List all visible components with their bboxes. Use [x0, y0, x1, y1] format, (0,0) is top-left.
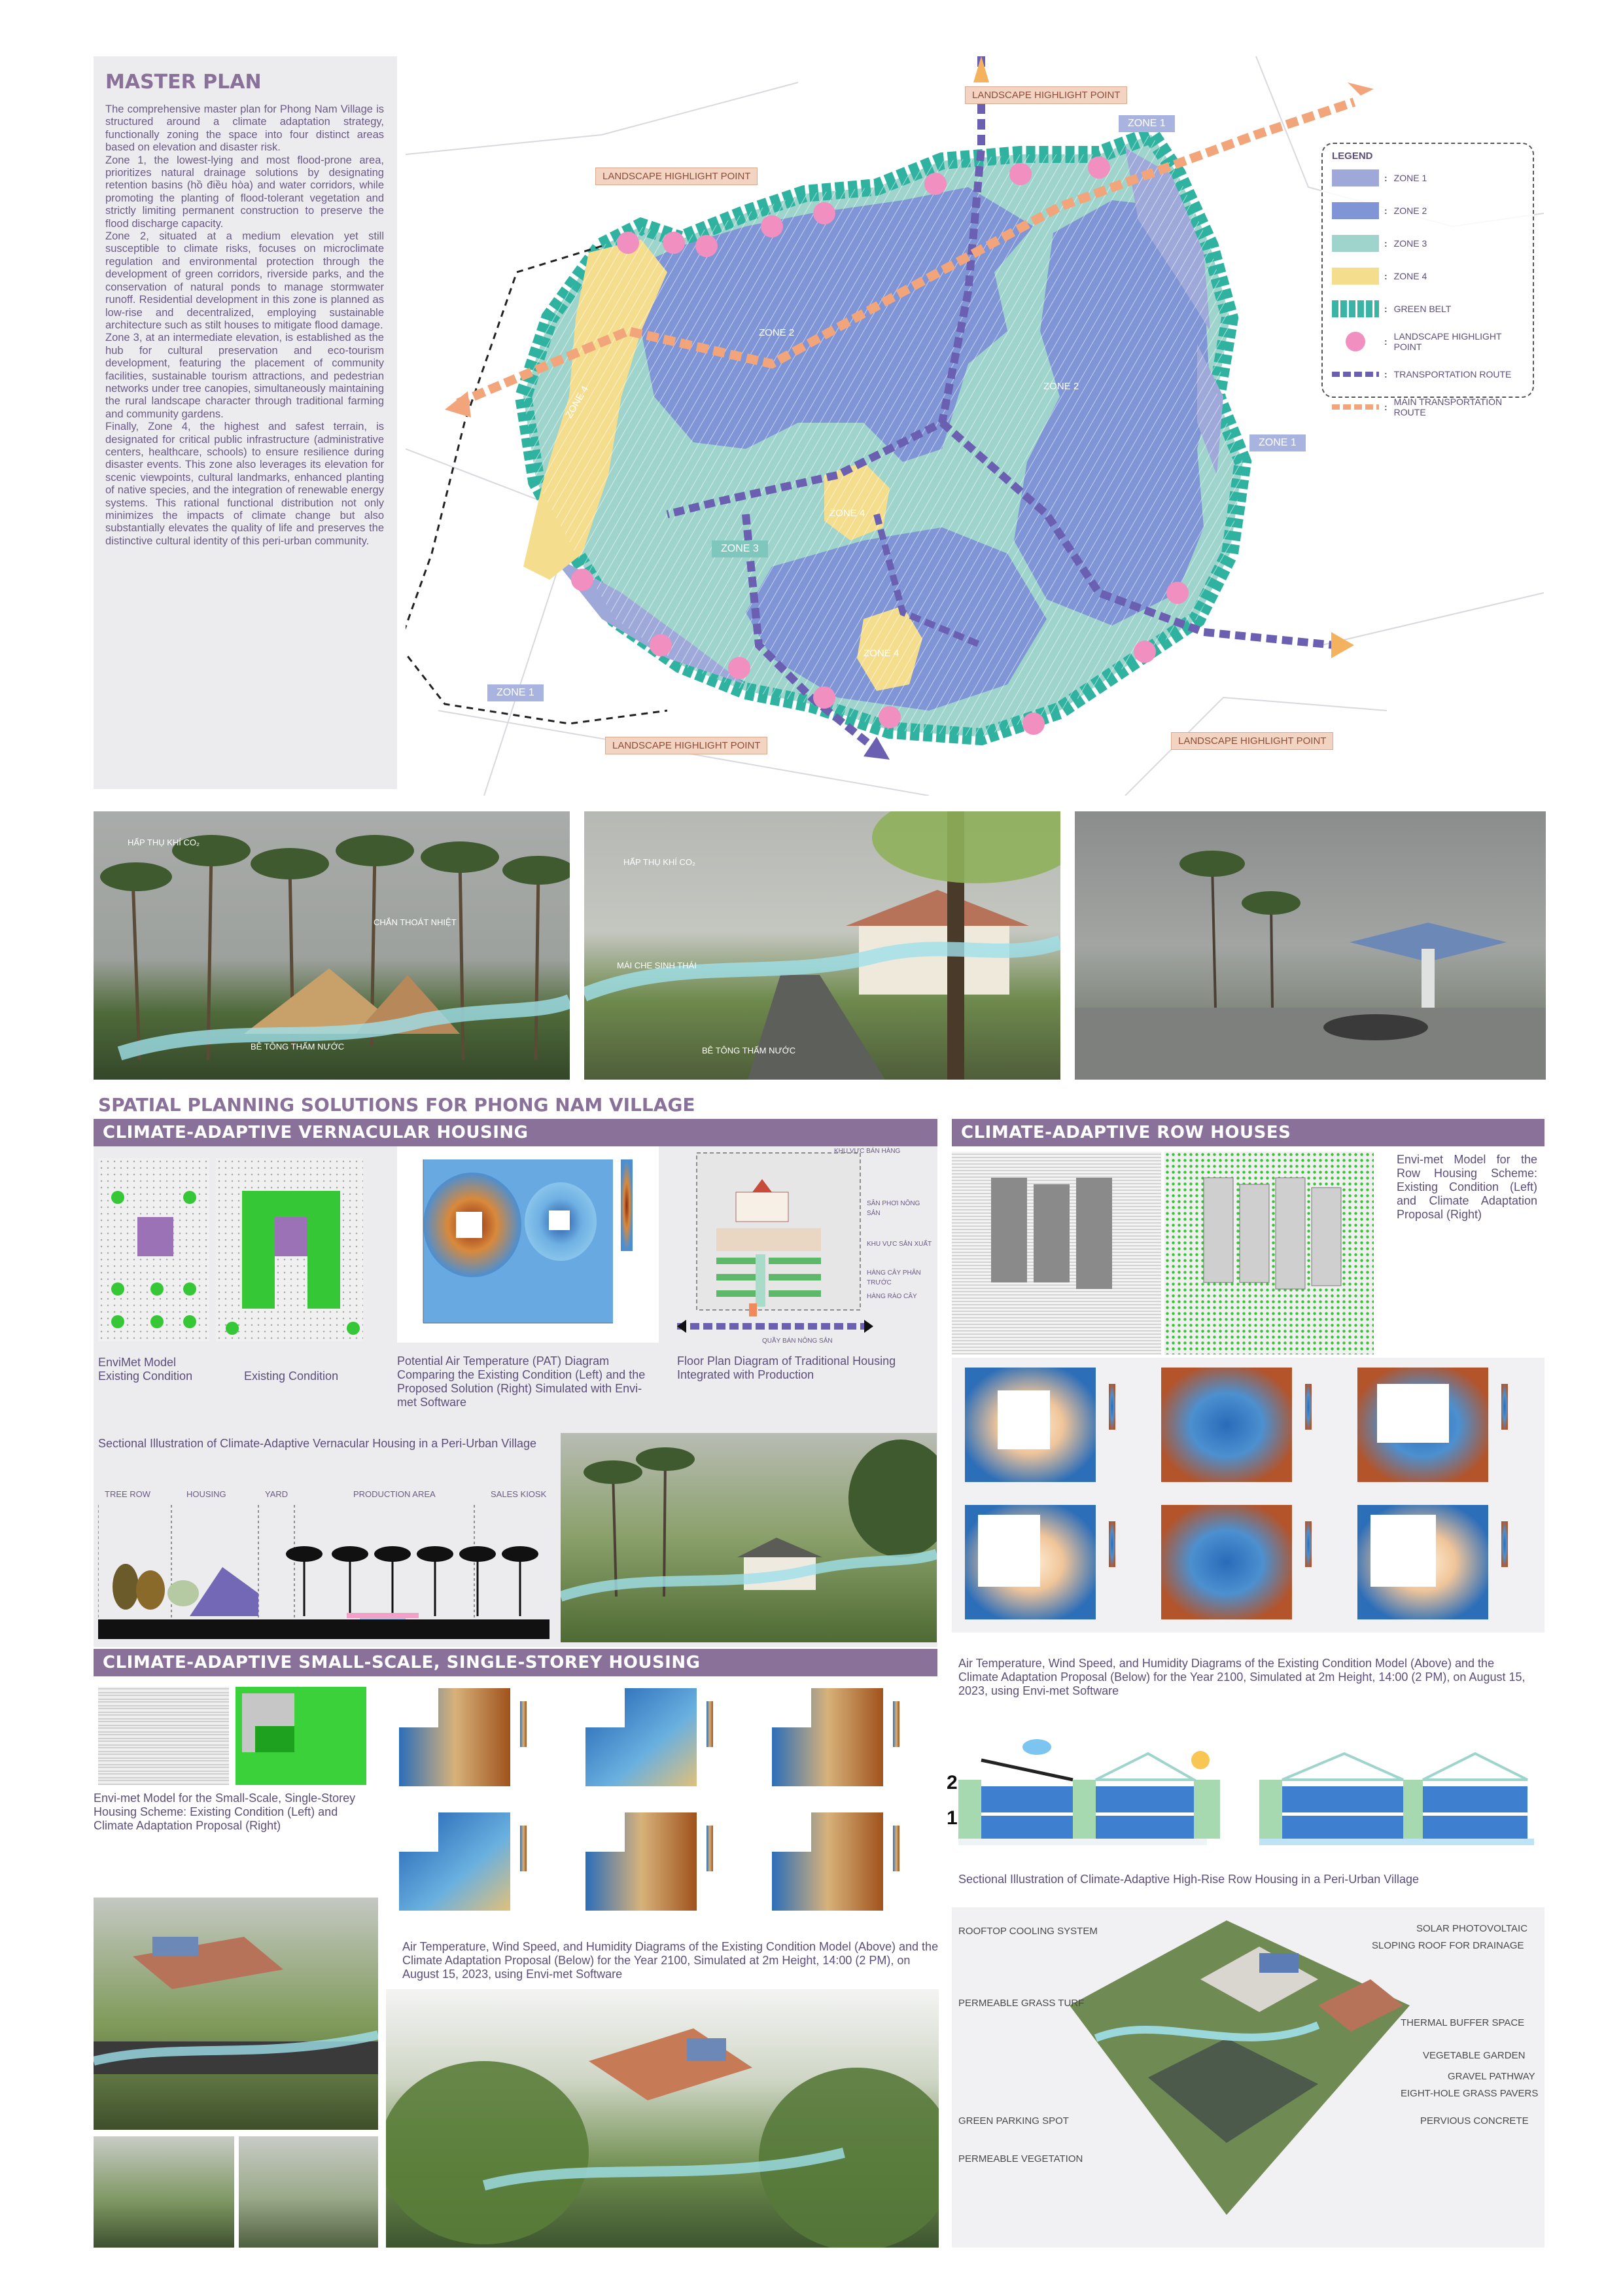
envimet-single-proposed	[236, 1687, 366, 1785]
axon-label: THERMAL BUFFER SPACE	[1401, 2017, 1525, 2028]
landscape-tag: LANDSCAPE HIGHLIGHT POINT	[1171, 732, 1333, 750]
axon-label: GRAVEL PATHWAY	[1448, 2071, 1535, 2082]
landscape-tag: LANDSCAPE HIGHLIGHT POINT	[605, 737, 767, 754]
legend-row: : ZONE 4	[1332, 260, 1524, 292]
floor-plan-diagram	[677, 1146, 932, 1349]
envimet-model-existing	[98, 1158, 209, 1341]
caption-single-model: Envi-met Model for the Small-Scale, Single-Storey Housing Scheme: Existing Condition (Left) and Climate Adaptation Proposal (Right)	[94, 1792, 356, 1832]
section-label: YARD	[265, 1489, 288, 1499]
render-label: HẤP THỤ KHÍ CO₂	[623, 857, 696, 867]
zone-label: ZONE 2	[1043, 381, 1079, 392]
render-single-thumb-right	[239, 2136, 378, 2248]
caption-existing-condition: Existing Condition	[244, 1369, 339, 1383]
legend-label: GREEN BELT	[1393, 304, 1452, 314]
legend-swatch	[1332, 235, 1379, 252]
floor-label: HÀNG RÀO CÂY	[867, 1293, 917, 1300]
envimet-single-proposed-svg	[236, 1687, 366, 1785]
legend-label: TRANSPORTATION ROUTE	[1393, 369, 1512, 380]
master-plan-text-panel	[94, 56, 397, 789]
axon-label: VEGETABLE GARDEN	[1423, 2050, 1526, 2061]
zone-label: ZONE 2	[759, 327, 795, 338]
legend-swatch	[1332, 268, 1379, 285]
legend-label: ZONE 1	[1393, 173, 1427, 183]
axon-label: SOLAR PHOTOVOLTAIC	[1416, 1923, 1528, 1934]
vernacular-section-svg	[98, 1485, 550, 1642]
envimet-model-proposed-svg	[216, 1158, 363, 1341]
render-solar-station	[1075, 811, 1546, 1080]
render-vernacular-garden-svg	[561, 1433, 937, 1642]
legend-swatch	[1332, 333, 1379, 350]
axon-label: PERMEABLE VEGETATION	[958, 2153, 1083, 2164]
section-label: HOUSING	[186, 1489, 226, 1499]
render-label: HẤP THỤ KHÍ CO₂	[128, 838, 200, 847]
envimet-row-existing	[952, 1152, 1161, 1354]
section-label: PRODUCTION AREA	[353, 1489, 436, 1499]
caption-row-model: Envi-met Model for the Row Housing Scheme: Existing Condition (Left) and Climate Adaptation Proposal (Right)	[1397, 1153, 1537, 1221]
render-label: BÊ TÔNG THẤM NƯỚC	[702, 1046, 796, 1055]
zone-label: ZONE 4	[829, 508, 865, 519]
render-solar-station-svg	[1075, 811, 1546, 1080]
render-palm-pavilion-svg	[94, 811, 570, 1080]
row-heatmaps-svg	[952, 1358, 1544, 1633]
section-heading-row-houses: CLIMATE-ADAPTIVE ROW HOUSES	[952, 1119, 1544, 1146]
master-plan-paragraph: Zone 3, at an intermediate elevation, is established as the hub for cultural preservation and eco-tourism development, featuring the placement of community facilities, sustainable tourism attractions, and pedestrian networks under tree canopies, simultaneously maintaining the rural landscape character through traditional farming and community gardens.	[105, 332, 384, 420]
caption-single-diagrams: Air Temperature, Wind Speed, and Humidity Diagrams of the Existing Condition Model (Above) and the Climate Adaptation Proposal (Below) for the Year 2100, Simulated at 2m Height, 14:00 (2 PM), on August 15, 2023, using Envi-met Software	[402, 1940, 939, 1981]
legend-row: : MAIN TRANSPORTATION ROUTE	[1332, 391, 1524, 423]
map-legend	[1321, 143, 1534, 417]
render-single-thumb-left	[94, 2136, 234, 2248]
legend-row: : ZONE 1	[1332, 162, 1524, 194]
render-vernacular-garden	[561, 1433, 937, 1642]
axon-label: ROOFTOP COOLING SYSTEM	[958, 1926, 1098, 1937]
render-label: BÊ TÔNG THẤM NƯỚC	[251, 1042, 345, 1051]
caption-pat: Potential Air Temperature (PAT) Diagram Comparing the Existing Condition (Left) and the Proposed Solution (Right) Simulated with Envi-met Software	[397, 1354, 646, 1409]
caption-envimet-existing: EnviMet Model Existing Condition	[98, 1356, 193, 1383]
floor-label: QUẦY BÁN NÔNG SẢN	[762, 1337, 833, 1345]
envimet-model-existing-svg	[98, 1158, 209, 1341]
caption-row-diagrams: Air Temperature, Wind Speed, and Humidity Diagrams of the Existing Condition Model (Above) and the Climate Adaptation Proposal (Below) for the Year 2100, Simulated at 2m Height, 14:00 (2 PM), on August 15, 2023, using Envi-met Software	[958, 1657, 1526, 1697]
pat-diagram-svg	[397, 1146, 659, 1343]
render-label: CHẮN THOÁT NHIỆT	[374, 917, 457, 927]
axon-label: GREEN PARKING SPOT	[958, 2115, 1069, 2127]
section-label: SALES KIOSK	[491, 1489, 547, 1499]
caption-floor-plan: Floor Plan Diagram of Traditional Housing Integrated with Production	[677, 1354, 896, 1381]
master-plan-title: MASTER PLAN	[105, 71, 262, 94]
row-axon-panel	[952, 1907, 1544, 2248]
single-heatmaps-svg	[386, 1682, 939, 1924]
section-label: TREE ROW	[105, 1489, 151, 1499]
section-heading-single-storey: CLIMATE-ADAPTIVE SMALL-SCALE, SINGLE-STOREY HOUSING	[94, 1649, 937, 1676]
floor-label: KHU VỰC SẢN XUẤT	[867, 1241, 932, 1248]
legend-row: : TRANSPORTATION ROUTE	[1332, 358, 1524, 391]
pat-diagram	[397, 1146, 659, 1343]
envimet-row-proposed-svg	[1164, 1152, 1374, 1354]
floor-label: HÀNG CÂY PHÂN TRƯỚC	[867, 1269, 921, 1286]
master-plan-body	[105, 103, 384, 548]
axon-label: PERMEABLE GRASS TURF	[958, 1998, 1085, 2009]
master-plan-paragraph: Zone 2, situated at a medium elevation yet still susceptible to climate risks, focuses on microclimate regulation and environmental protection through the development of green corridors, riverside parks, and the conservation of natural ponds to manage stormwater runoff. Residential development in this zone is planned as low-rise and decentralized, employing sustainable architecture such as stilt houses to mitigate flood damage.	[105, 230, 384, 331]
spatial-title: SPATIAL PLANNING SOLUTIONS FOR PHONG NAM VILLAGE	[98, 1094, 695, 1116]
master-plan-paragraph: The comprehensive master plan for Phong Nam Village is structured around a climate adaptation strategy, functionally zoning the space into four distinct areas based on elevation and disaster risk.	[105, 103, 384, 154]
legend-swatch	[1332, 202, 1379, 219]
row-section-floor-label: 1	[947, 1807, 958, 1829]
master-plan-paragraph: Finally, Zone 4, the highest and safest terrain, is designated for critical public infrastructure (administrative centers, healthcare, schools) to ensure resilience during disaster events. This zone also leverages its elevation for scenic viewpoints, cultural landmarks, enhanced planting of native species, and the integration of renewable energy systems. This rational functional distribution not only minimizes the impacts of climate change but also substantially elevates the quality of life and preserves the distinctive cultural identity of this peri-urban community.	[105, 421, 384, 547]
section-heading-vernacular: CLIMATE-ADAPTIVE VERNACULAR HOUSING	[94, 1119, 937, 1146]
legend-label: ZONE 2	[1393, 205, 1427, 216]
render-label: MÁI CHE SINH THÁI	[617, 961, 697, 970]
render-palm-pavilion	[94, 811, 570, 1080]
legend-label: ZONE 3	[1393, 238, 1427, 249]
legend-label: ZONE 4	[1393, 271, 1427, 281]
row-section-diagram	[947, 1701, 1544, 1858]
master-plan-map	[406, 56, 1544, 796]
render-single-aerial	[386, 1989, 939, 2248]
floor-label: KHU VỰC BÁN HÀNG	[834, 1148, 901, 1155]
render-village-lane	[584, 811, 1060, 1080]
single-heatmaps	[386, 1682, 939, 1924]
landscape-tag: LANDSCAPE HIGHLIGHT POINT	[965, 86, 1127, 104]
floor-label: SÂN PHƠI NÔNG SẢN	[867, 1200, 920, 1217]
zone-label: ZONE 4	[563, 383, 591, 421]
envimet-model-proposed	[216, 1158, 363, 1341]
legend-label: LANDSCAPE HIGHLIGHT POINT	[1393, 331, 1502, 352]
legend-swatch	[1332, 372, 1379, 377]
render-single-aerial-svg	[386, 1989, 939, 2248]
zone-tag: ZONE 1	[487, 684, 544, 701]
legend-swatch	[1332, 300, 1379, 317]
envimet-row-existing-svg	[952, 1152, 1161, 1354]
legend-row: : ZONE 3	[1332, 227, 1524, 260]
envimet-row-proposed	[1164, 1152, 1374, 1354]
zone-tag: ZONE 1	[1119, 115, 1175, 132]
envimet-single-existing	[98, 1687, 229, 1785]
legend-row: : ZONE 2	[1332, 194, 1524, 227]
zone-label: ZONE 4	[864, 648, 899, 659]
render-single-rooftop	[94, 1898, 378, 2130]
render-single-rooftop-svg	[94, 1898, 378, 2130]
legend-row: : LANDSCAPE HIGHLIGHT POINT	[1332, 325, 1524, 358]
legend-swatch	[1332, 404, 1379, 410]
axon-label: EIGHT-HOLE GRASS PAVERS	[1401, 2088, 1539, 2099]
axon-label: SLOPING ROOF FOR DRAINAGE	[1372, 1940, 1524, 1951]
legend-label: MAIN TRANSPORTATION ROUTE	[1393, 397, 1503, 417]
row-section-svg	[952, 1701, 1544, 1858]
caption-row-section: Sectional Illustration of Climate-Adaptive High-Rise Row Housing in a Peri-Urban Village	[958, 1873, 1419, 1886]
row-section-floor-label: 2	[947, 1772, 958, 1793]
landscape-tag: LANDSCAPE HIGHLIGHT POINT	[595, 168, 758, 185]
render-village-lane-svg	[584, 811, 1060, 1080]
zone-tag: ZONE 1	[1249, 434, 1306, 451]
zone-tag: ZONE 3	[712, 540, 768, 557]
legend-swatch	[1332, 169, 1379, 186]
legend-row: : GREEN BELT	[1332, 292, 1524, 325]
legend-title: LEGEND	[1332, 150, 1373, 162]
vernacular-section-diagram	[98, 1485, 550, 1642]
vernacular-section-title: Sectional Illustration of Climate-Adaptive Vernacular Housing in a Peri-Urban Village	[98, 1437, 537, 1450]
master-plan-paragraph: Zone 1, the lowest-lying and most flood-prone area, prioritizes natural drainage solutions by designating retention basins (hồ điều hòa) and water corridors, while promoting the planting of flood-tolerant vegetation and strictly limiting permanent construction to preserve the flood discharge capacity.	[105, 154, 384, 230]
row-heatmap-panel	[952, 1358, 1544, 1633]
axon-label: PERVIOUS CONCRETE	[1420, 2115, 1529, 2127]
